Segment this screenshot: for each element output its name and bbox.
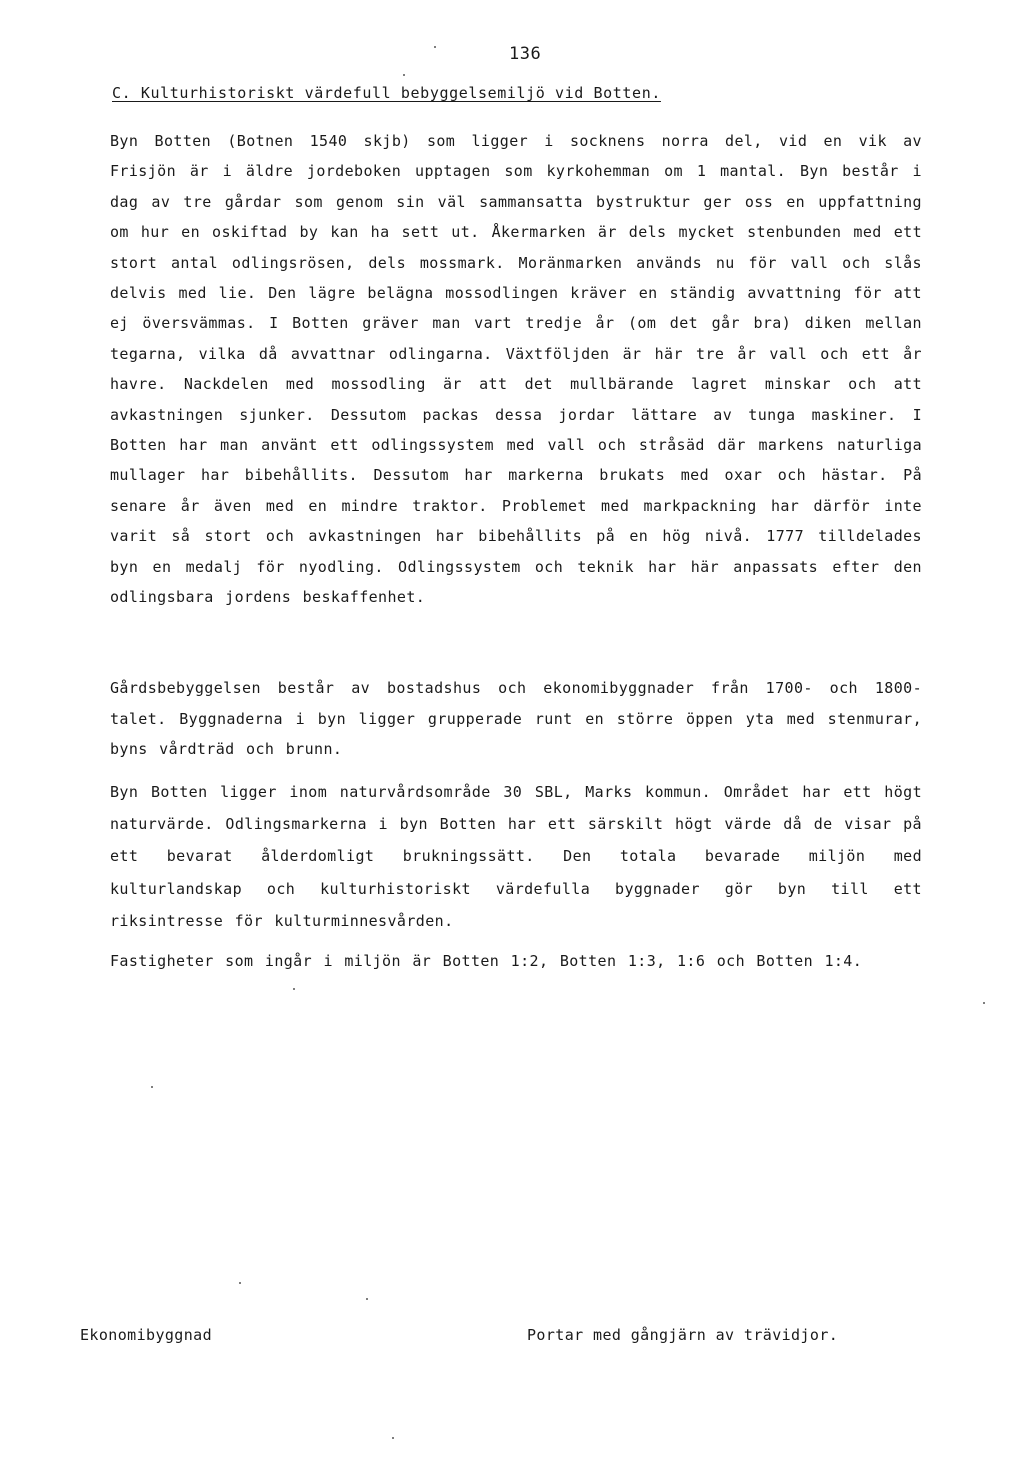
- scan-speck: [366, 1298, 368, 1300]
- scan-speck: [403, 74, 405, 76]
- scan-speck: [392, 1437, 394, 1439]
- paragraph-properties: Fastigheter som ingår i miljön är Botten 1:2, Botten 1:3, 1:6 och Botten 1:4.: [110, 952, 863, 970]
- paragraph-nature-value: Byn Botten ligger inom naturvårdsområde 30 SBL, Marks kommun. Området har ett högt naturvärde. Odlingsmarkerna i byn Botten har ett särskilt högt värde då de visar på ett bevarat ålderdomligt brukningssätt. Den totala bevarade miljön med kulturlandskap och kulturhistoriskt värdefulla byggnader gör byn till ett riksintresse för kulturminnesvården.: [110, 783, 922, 930]
- section-heading: C. Kulturhistoriskt värdefull bebyggelsemiljö vid Botten.: [112, 84, 661, 102]
- paragraph-village-description: Byn Botten (Botnen 1540 skjb) som ligger i socknens norra del, vid en vik av Frisjön är i äldre jordeboken upptagen som kyrkohemman om 1 mantal. Byn består i dag av tre gårdar som genom sin väl sammansatta bystruktur ger oss en uppfattning om hur en oskiftad by kan ha sett ut. Åkermarken är dels mycket stenbunden med ett stort antal odlingsrösen, dels mossmark. Moränmarken används nu för vall och slås delvis med lie. Den lägre belägna mossodlingen kräver en ständig avvattning för att ej översvämmas. I Botten gräver man vart tredje år (om det går bra) diken mellan tegarna, vilka då avvattnar odlingarna. Växtföljden är här tre år vall och ett år havre. Nackdelen med mossodling är att det mullbärande lagret minskar och att avkastningen sjunker. Dessutom packas dessa jordar lättare av tunga maskiner. I Botten har man använt ett odlingssystem med vall och stråsäd där markens naturliga mullager har bibehållits. Dessutom har markerna brukats med oxar och hästar. På senare år även med en mindre traktor. Problemet med markpackning har därför inte varit så stort och avkastningen har bibehållits på en hög nivå. 1777 tilldelades byn en medalj för nyodling. Odlingssystem och teknik har här anpassats efter den odlingsbara jordens beskaffenhet.: [110, 132, 922, 607]
- page-number: 136: [509, 44, 542, 64]
- scan-speck: [239, 1282, 241, 1284]
- paragraph-farm-buildings: Gårdsbebyggelsen består av bostadshus och ekonomibyggnader från 1700- och 1800-talet. Byggnaderna i byn ligger grupperade runt en större öppen yta med stenmurar, byns vårdträd och brunn.: [110, 679, 922, 758]
- scan-speck: [434, 46, 436, 48]
- caption-gates: Portar med gångjärn av trävidjor.: [527, 1326, 839, 1344]
- caption-outbuilding: Ekonomibyggnad: [80, 1326, 213, 1344]
- scan-speck: [293, 988, 295, 990]
- scan-speck: [983, 1002, 985, 1004]
- scan-speck: [151, 1086, 153, 1088]
